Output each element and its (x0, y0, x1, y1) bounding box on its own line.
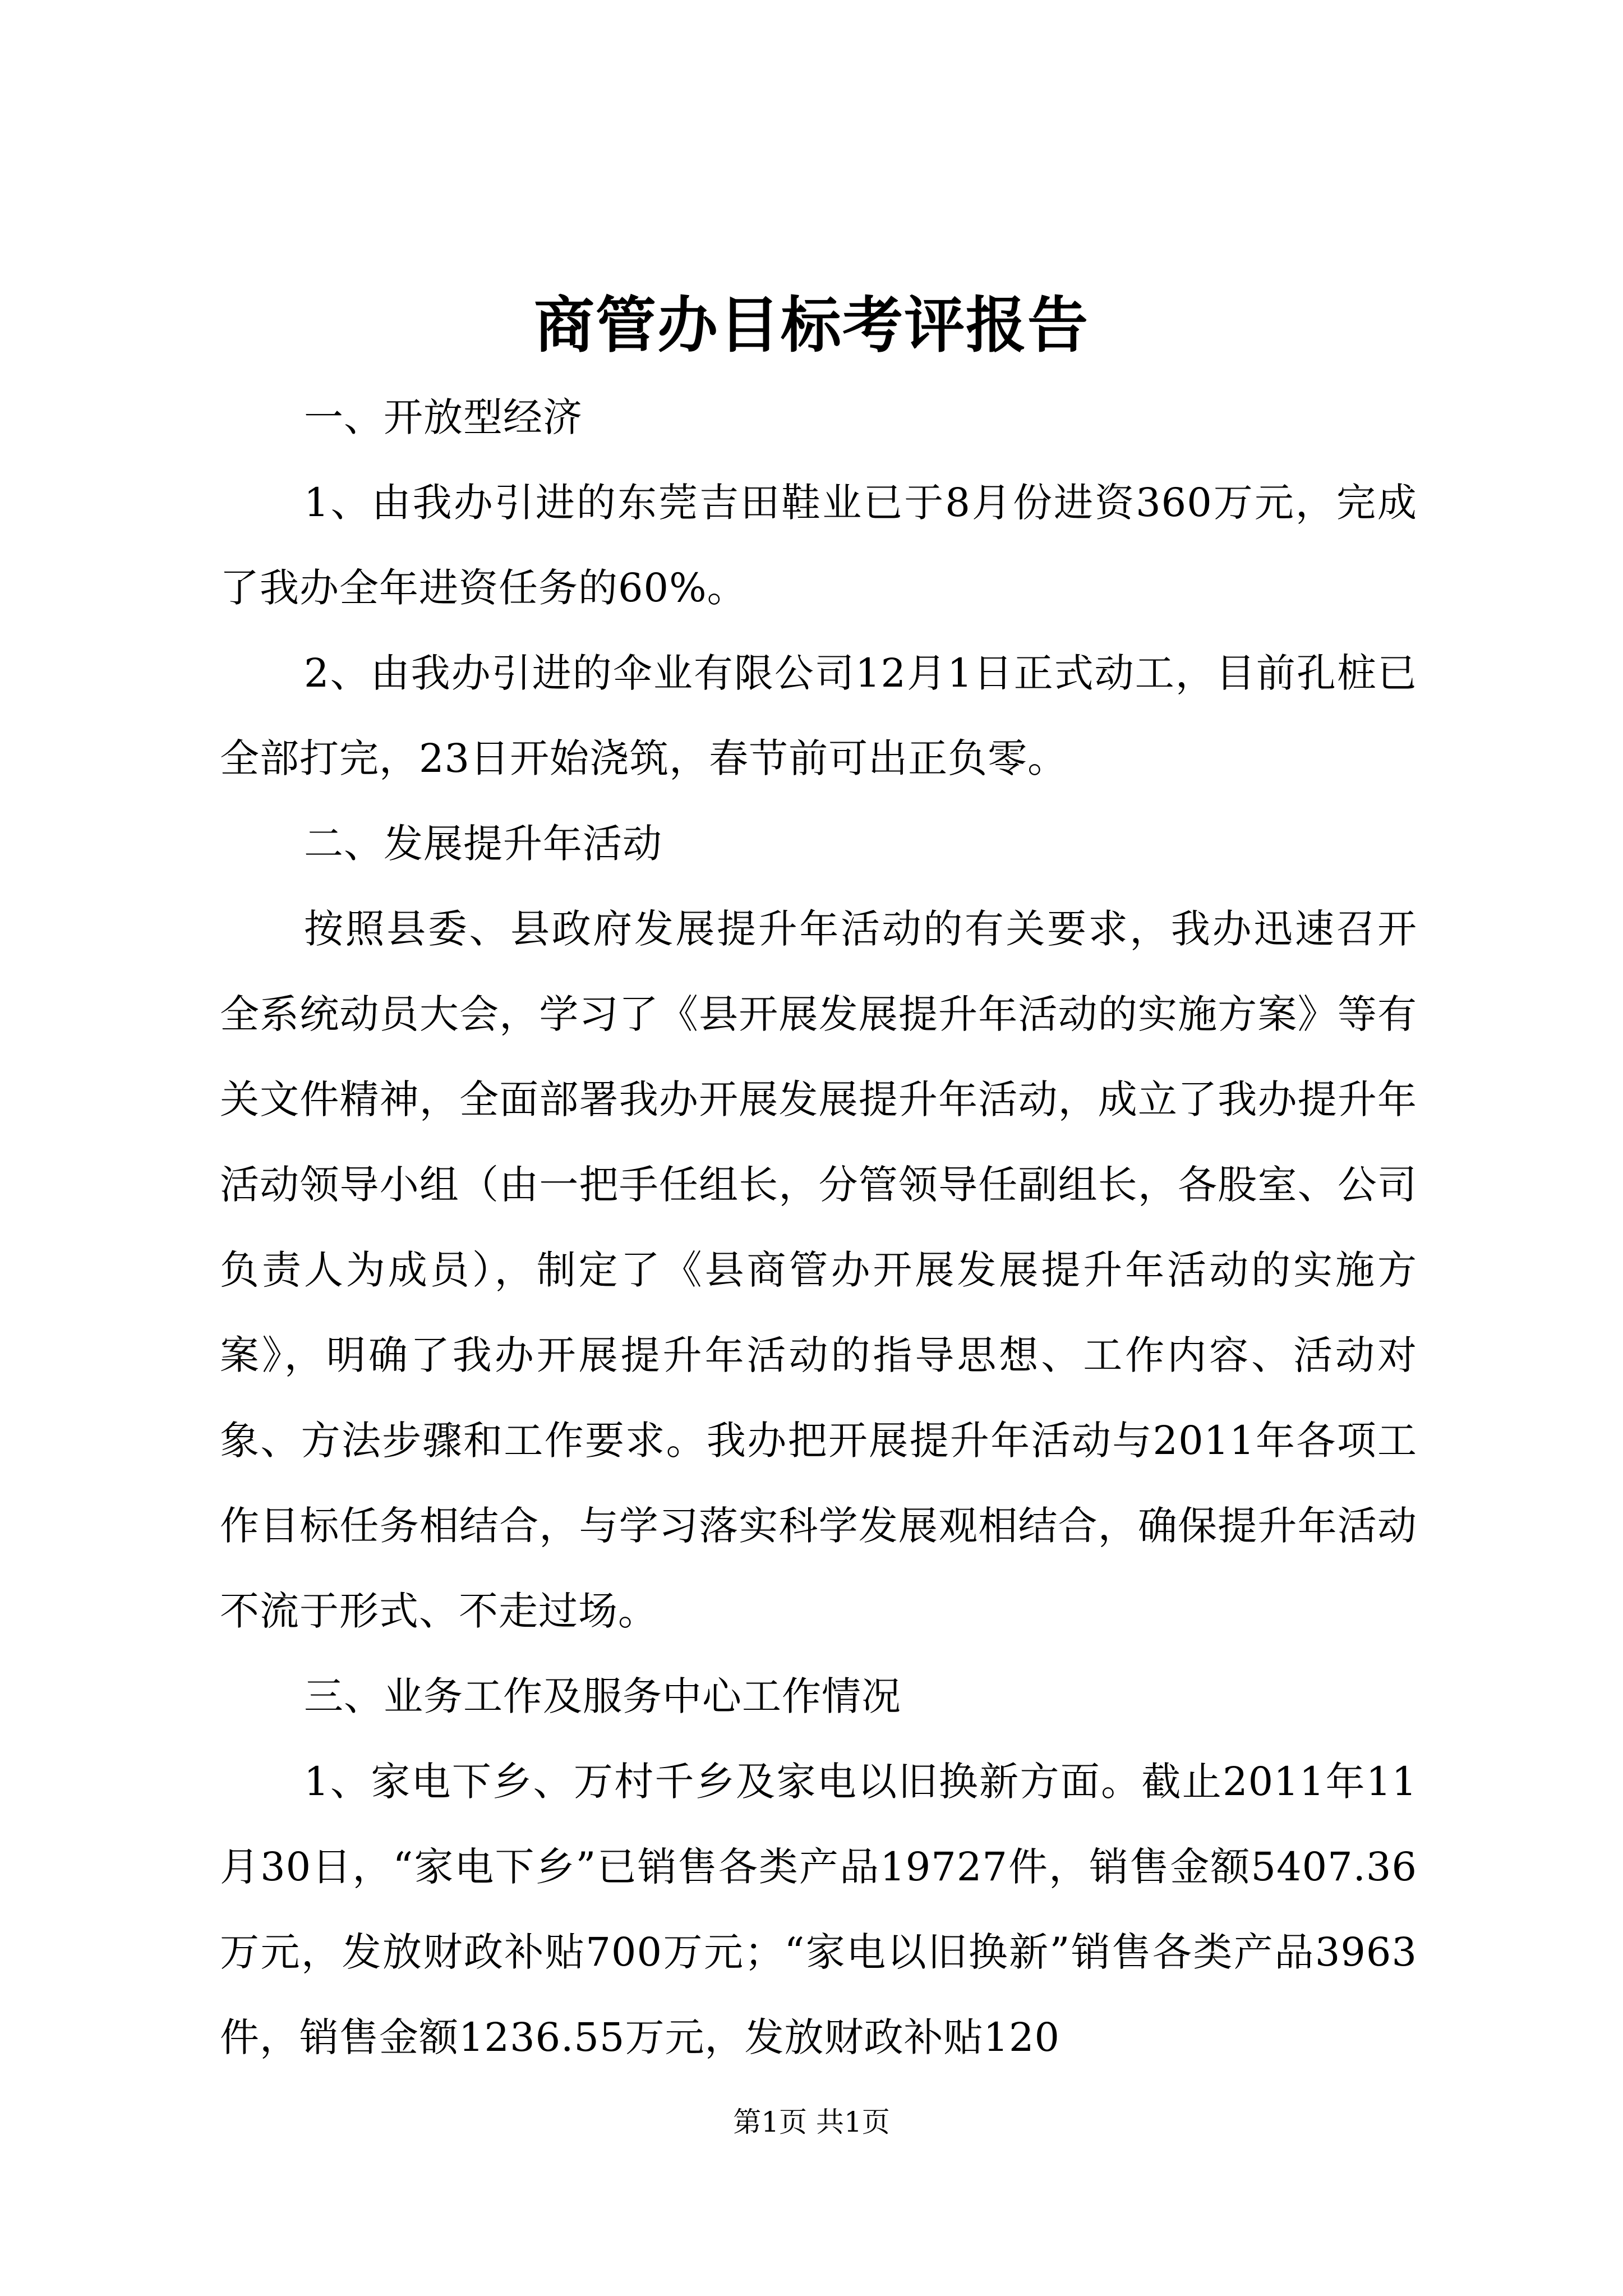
paragraph-development-activities: 按照县委、县政府发展提升年活动的有关要求，我办迅速召开全系统动员大会，学习了《县开展发展提升年活动的实施方案》等有关文件精神，全面部署我办开展发展提升年活动，成立了我办提升年活动领导小组（由一把手任组长，分管领导任副组长，各股室、公司负责人为成员），制定了《县商管办开展发展提升年活动的实施方案》，明确了我办开展提升年活动的指导思想、工作内容、活动对象、方法步骤和工作要求。我办把开展提升年活动与2011年各项工作目标任务相结合，与学习落实科学发展观相结合，确保提升年活动不流于形式、不走过场。 (220, 906, 1417, 1634)
paragraph-appliances: 1、家电下乡、万村千乡及家电以旧换新方面。截止2011年11月30日，“家电下乡”已销售各类产品19727件，销售金额5407.36万元，发放财政补贴700万元；“家电以旧换新”销售各类产品3963件，销售金额1236.55万元，发放财政补贴120 (220, 1759, 1417, 2060)
paragraph-umbrella-company: 2、由我办引进的伞业有限公司12月1日正式动工，目前孔桩已全部打完，23日开始浇筑，春节前可出正负零。 (220, 650, 1417, 781)
document-body (220, 375, 1417, 2080)
document-title: 商管办目标考评报告 (533, 290, 1089, 361)
section-heading-business-work: 三、业务工作及服务中心工作情况 (304, 1673, 901, 1719)
section-heading-development-year: 二、发展提升年活动 (304, 821, 662, 867)
section-heading-open-economy: 一、开放型经济 (304, 394, 583, 440)
paragraph-investment: 1、由我办引进的东莞吉田鞋业已于8月份进资360万元，完成了我办全年进资任务的60%。 (220, 480, 1417, 611)
page-footer: 第1页 共1页 (733, 2106, 890, 2138)
